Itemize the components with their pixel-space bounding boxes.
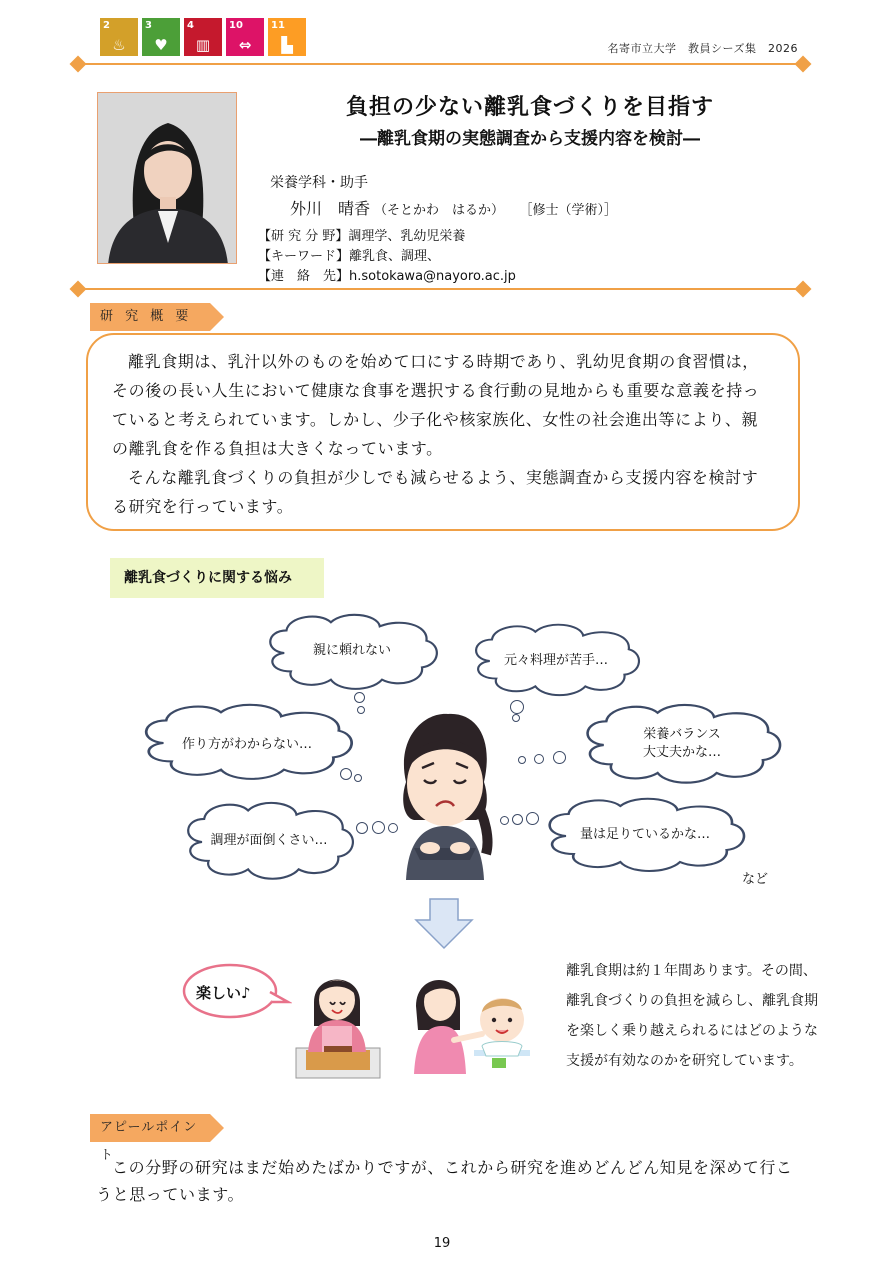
profile-photo [97, 92, 237, 264]
rule-diamond-left [70, 281, 87, 298]
sdg-2-icon: 2 ♨ [100, 18, 138, 56]
thought-dot [510, 700, 524, 714]
worry-cloud: 元々料理が苦手… [468, 622, 644, 700]
thought-dot [534, 754, 544, 764]
name-kanji: 外川 晴香 [290, 199, 371, 218]
summary-paragraph-1: 離乳食期は、乳汁以外のものを始めて口にする時期であり、乳幼児食期の食習慣は，その後の長い人生において健康な食事を選択する食行動の見地からも重要な意義を持っていると考えられています。しかし、少子化や核家族化、女性の社会進出等により、親の離乳食を作る負担は大きくなっています。 [112, 352, 760, 458]
feeding-baby-illustration [410, 966, 540, 1076]
rule-diamond-left [70, 56, 87, 73]
thought-dot [512, 814, 523, 825]
arrow-down-icon [414, 898, 474, 950]
thought-dot [526, 812, 539, 825]
thought-dot [354, 692, 365, 703]
thought-dot [500, 816, 509, 825]
name-reading: （そとかわ はるか） [374, 203, 505, 218]
appeal-tag: アピールポイント [90, 1114, 210, 1142]
top-rule [78, 63, 804, 65]
sdg-4-icon: 4 ▥ [184, 18, 222, 56]
thought-dot [518, 756, 526, 764]
sdg-11-icon: 11 ▙ [268, 18, 306, 56]
email-link[interactable]: h.sotokawa@nayoro.ac.jp [349, 269, 516, 284]
worry-cloud: 作り方がわからない… [136, 702, 358, 784]
sdg-3-icon: 3 ♥ [142, 18, 180, 56]
thought-dot [356, 822, 368, 834]
rule-diamond-right [795, 281, 812, 298]
thought-dot [553, 751, 566, 764]
thought-dot [372, 821, 385, 834]
thought-dot [354, 774, 362, 782]
researcher-name [290, 196, 617, 219]
page-subtitle: ―離乳食期の実態調査から支援内容を検討― [360, 129, 700, 149]
department: 栄養学科・助手 [270, 175, 368, 191]
summary-box [86, 333, 800, 531]
worry-cloud: 親に頼れない [262, 612, 442, 694]
thought-dot [512, 714, 520, 722]
result-text: 離乳食期は約１年間あります。その間、離乳食づくりの負担を減らし、離乳食期を楽しく乗り越えられるにはどのような支援が有効なのかを研究しています。 [566, 963, 818, 1069]
worry-cloud: 栄養バランス 大丈夫かな… [578, 702, 786, 788]
fun-text: 楽しい♪ [196, 984, 251, 1002]
thought-dot [340, 768, 352, 780]
contact-row: 【連 絡 先】h.sotokawa@nayoro.ac.jp [258, 269, 516, 284]
summary-tag: 研 究 概 要 [90, 303, 210, 331]
field-row: 【研 究 分 野】調理学、乳幼児栄養 [258, 229, 466, 244]
cooking-woman-illustration [294, 962, 384, 1082]
profile-info [258, 227, 516, 287]
thought-dot [357, 706, 365, 714]
keyword-row: 【キーワード】離乳食、調理、 [258, 249, 441, 264]
worries-label: 離乳食づくりに関する悩み [110, 558, 324, 598]
sdg-10-icon: 10 ⇔ [226, 18, 264, 56]
worry-cloud: 量は足りているかな… [540, 796, 750, 876]
page-title: 負担の少ない離乳食づくりを目指す [345, 95, 714, 120]
sdg-icons [100, 18, 306, 56]
worried-woman-illustration [390, 708, 500, 880]
worry-cloud: 調理が面倒くさい… [180, 800, 358, 884]
rule-diamond-right [795, 56, 812, 73]
second-rule [78, 288, 804, 290]
page-number: 19 [433, 1236, 451, 1251]
summary-paragraph-2: そんな離乳食づくりの負担が少しでも減らせるよう、実態調査から支援内容を検討する研究を行っています。 [112, 468, 759, 516]
degree: ［修士（学術）］ [526, 203, 618, 218]
appeal-text: この分野の研究はまだ始めたばかりですが、これから研究を進めどんどん知見を深めて行こうと思っています。 [96, 1158, 793, 1204]
header-meta: 名寄市立大学 教員シーズ集 2026 [607, 42, 798, 55]
etc-label: など [742, 872, 769, 887]
